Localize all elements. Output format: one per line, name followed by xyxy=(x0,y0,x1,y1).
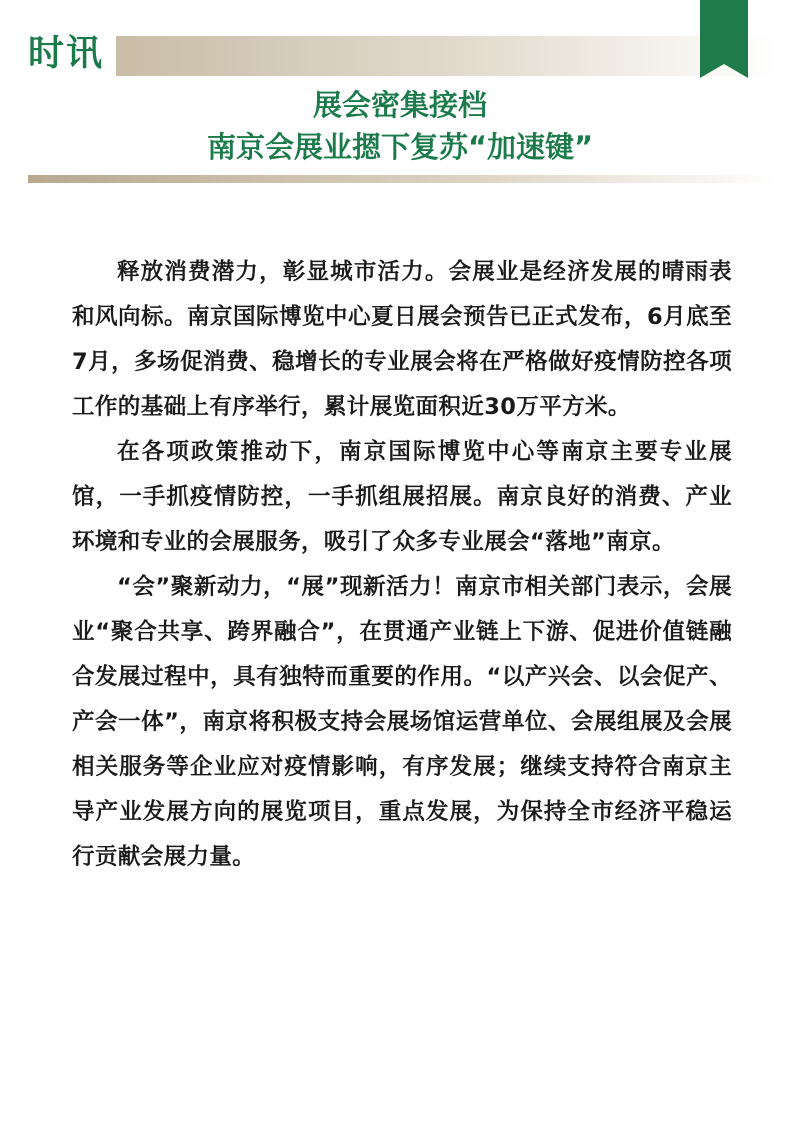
article-title-line-2: 南京会展业摁下复苏“加速键” xyxy=(206,130,594,164)
article-body xyxy=(72,250,732,880)
title-divider xyxy=(28,175,776,183)
header-bar xyxy=(116,36,776,76)
section-label: 时讯 xyxy=(28,33,105,74)
article-paragraph: “会”聚新动力，“展”现新活力！南京市相关部门表示，会展业“聚合共享、跨界融合”，在贯通产业链上下游、促进价值链融合发展过程中，具有独特而重要的作用。“以产兴会、以会促产、产会一体”，南京将积极支持会展场馆运营单位、会展组展及会展相关服务等企业应对疫情影响，有序发展；继续支持符合南京主导产业发展方向的展览项目，重点发展，为保持全市经济平稳运行贡献会展力量。 xyxy=(72,574,732,870)
article-paragraph: 在各项政策推动下，南京国际博览中心等南京主要专业展馆，一手抓疫情防控，一手抓组展招展。南京良好的消费、产业环境和专业的会展服务，吸引了众多专业展会“落地”南京。 xyxy=(72,439,732,555)
article-paragraph: 释放消费潜力，彰显城市活力。会展业是经济发展的晴雨表和风向标。南京国际博览中心夏日展会预告已正式发布，6月底至7月，多场促消费、稳增长的专业展会将在严格做好疫情防控各项工作的基础上有序举行，累计展览面积近30万平方米。 xyxy=(72,259,732,420)
article-title-line-1: 展会密集接档 xyxy=(312,88,487,122)
bookmark-ribbon xyxy=(700,0,748,64)
